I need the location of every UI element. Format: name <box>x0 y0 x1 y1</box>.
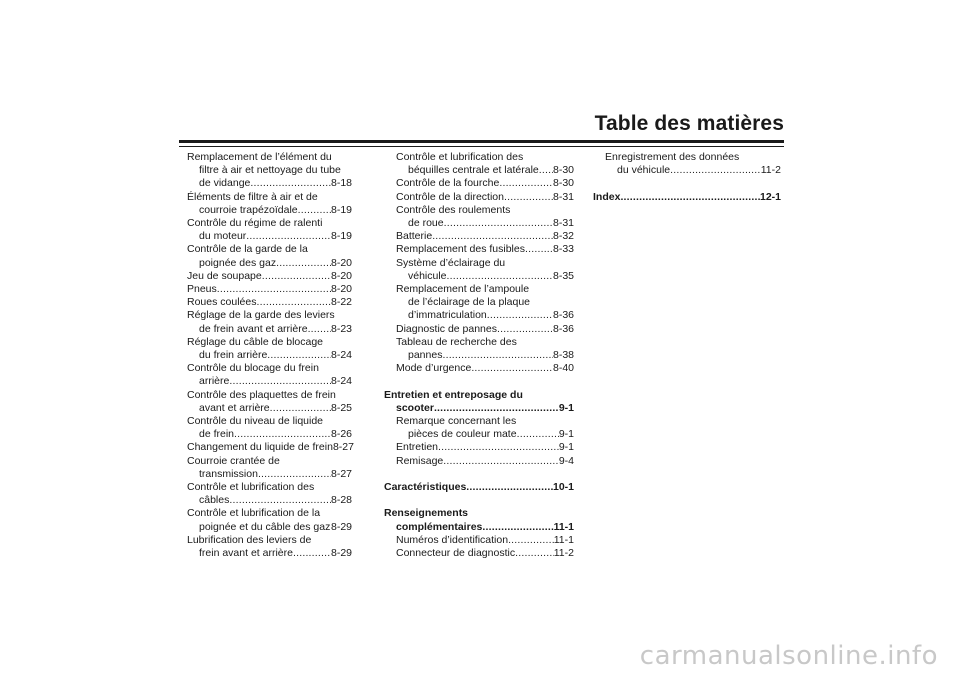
toc-entry[interactable] <box>384 441 574 454</box>
toc-entry-title: arrière <box>199 375 230 388</box>
toc-page-number: 8-28 <box>330 494 352 507</box>
toc-page-number: 8-19 <box>330 230 352 243</box>
toc-entry-title: poignée des gaz <box>199 256 277 269</box>
toc-entry-leader-line <box>187 204 352 217</box>
toc-page-number: 8-36 <box>552 309 574 322</box>
toc-entry-leader-line <box>384 164 574 177</box>
toc-entry-leader-line <box>187 296 352 309</box>
toc-entry-line: Réglage du câble de blocage <box>187 335 324 348</box>
toc-entry-leader-line <box>396 455 574 468</box>
toc-entry[interactable] <box>384 362 574 375</box>
toc-entry-leader-line <box>396 441 574 454</box>
toc-entry-title: Roues coulées <box>187 296 257 309</box>
toc-entry-line: Contrôle de la garde de la <box>187 243 308 256</box>
dot-leader <box>256 296 331 309</box>
dot-leader <box>504 191 553 204</box>
toc-section-entry[interactable] <box>384 389 574 415</box>
toc-entry[interactable] <box>384 336 574 362</box>
toc-page-number: 8-35 <box>552 269 574 282</box>
toc-page-number: 8-24 <box>330 375 352 388</box>
toc-entry-title: transmission <box>199 467 258 480</box>
toc-gap <box>384 375 574 388</box>
toc-page-number: 8-22 <box>330 296 352 309</box>
toc-entry-title: Batterie <box>396 230 433 243</box>
toc-entry-line: Éléments de filtre à air et de <box>187 190 318 203</box>
watermark: carmanualsonline.info <box>639 641 938 671</box>
toc-entry[interactable] <box>384 151 574 177</box>
toc-entry[interactable] <box>384 243 574 256</box>
toc-entry-leader-line <box>187 283 352 296</box>
toc-gap <box>593 177 781 190</box>
toc-entry-line: Renseignements <box>384 507 469 520</box>
toc-entry-leader-line <box>384 402 574 415</box>
toc-entry-line: Contrôle et lubrification des <box>187 481 315 494</box>
toc-entry-line: Remplacement de l’ampoule <box>396 283 530 296</box>
toc-page-number: 8-20 <box>330 269 352 282</box>
toc-page-number: 11-1 <box>553 533 574 546</box>
dot-leader <box>497 323 553 336</box>
toc-entry-title: du frein arrière <box>199 349 268 362</box>
toc-entry-leader-line <box>396 191 574 204</box>
toc-page-number: 8-33 <box>552 243 574 256</box>
toc-entry[interactable] <box>187 507 352 533</box>
dot-leader <box>471 362 553 375</box>
toc-entry[interactable] <box>187 389 352 415</box>
dot-leader <box>432 230 553 243</box>
toc-entry[interactable] <box>187 481 352 507</box>
toc-entry-title: Entretien <box>396 441 439 454</box>
header-rule-thin <box>179 146 784 147</box>
toc-entry-title: câbles <box>199 494 230 507</box>
toc-gap <box>384 468 574 481</box>
dot-leader <box>250 177 331 190</box>
toc-entry-title: Index <box>593 190 621 203</box>
toc-page-number: 12-1 <box>759 190 781 203</box>
toc-page-number: 8-31 <box>552 217 574 230</box>
toc-page-number: 8-30 <box>552 177 574 190</box>
toc-entry-title: de frein avant et arrière <box>199 322 308 335</box>
toc-page-number: 11-2 <box>553 547 574 560</box>
toc-entry[interactable] <box>384 455 574 468</box>
toc-entry[interactable] <box>187 217 352 243</box>
toc-page-number: 10-1 <box>552 481 574 494</box>
toc-entry-leader-line <box>384 349 574 362</box>
toc-entry[interactable] <box>187 191 352 217</box>
toc-page-number: 9-1 <box>558 441 574 454</box>
dot-leader <box>229 494 331 507</box>
toc-entry-leader-line <box>396 230 574 243</box>
toc-entry-title: Jeu de soupape <box>187 269 262 282</box>
toc-entry-title: Numéros d’identification <box>396 533 509 546</box>
toc-page-number: 9-1 <box>558 428 574 441</box>
toc-page-number: 8-19 <box>330 203 352 216</box>
toc-section-entry[interactable] <box>593 191 781 204</box>
dot-leader <box>487 309 553 322</box>
toc-entry[interactable] <box>384 283 574 323</box>
toc-entry-line: Contrôle des plaquettes de frein <box>187 388 336 401</box>
toc-entry-title: Remplacement des fusibles <box>396 243 525 256</box>
toc-entry-leader-line <box>384 270 574 283</box>
toc-entry-leader-line <box>187 177 352 190</box>
toc-entry[interactable] <box>187 415 352 441</box>
toc-entry-leader-line <box>593 191 781 204</box>
toc-entry[interactable] <box>187 441 352 454</box>
dot-leader <box>443 455 559 468</box>
dot-leader <box>229 375 331 388</box>
toc-page-number: 8-26 <box>330 428 352 441</box>
toc-entry-line: Contrôle des roulements <box>396 203 511 216</box>
toc-entry[interactable] <box>187 336 352 362</box>
dot-leader <box>517 428 559 441</box>
dot-leader <box>293 547 331 560</box>
toc-entry-leader-line <box>187 547 352 560</box>
toc-section-entry[interactable] <box>384 507 574 533</box>
toc-page-number: 8-31 <box>552 190 574 203</box>
toc-entry-line: Contrôle du blocage du frein <box>187 362 319 375</box>
dot-leader <box>246 230 331 243</box>
toc-entry-line: Contrôle du régime de ralenti <box>187 217 323 230</box>
toc-entry[interactable] <box>187 309 352 335</box>
toc-entry[interactable] <box>187 362 352 388</box>
toc-page-number: 8-25 <box>330 401 352 414</box>
dot-leader <box>298 204 331 217</box>
toc-entry-leader-line <box>187 323 352 336</box>
toc-entry-line: Courroie crantée de <box>187 454 280 467</box>
toc-entry-title: de roue <box>408 217 444 230</box>
dot-leader <box>466 481 553 494</box>
toc-entry-title: Contrôle de la direction <box>396 190 504 203</box>
toc-entry-leader-line <box>187 428 352 441</box>
toc-entry[interactable] <box>384 230 574 243</box>
toc-page-number: 8-38 <box>552 349 574 362</box>
toc-page-number: 8-36 <box>552 322 574 335</box>
toc-entry[interactable] <box>187 270 352 283</box>
toc-entry-line: Système d’éclairage du <box>396 256 506 269</box>
toc-section-entry[interactable] <box>384 481 574 494</box>
toc-entry-line: Remplacement de l’élément du <box>187 151 332 163</box>
toc-page-number: 8-29 <box>330 547 352 560</box>
toc-entry-leader-line <box>384 521 574 534</box>
toc-entry-leader-line <box>384 217 574 230</box>
toc-page-number: 9-4 <box>558 454 574 467</box>
toc-entry-leader-line <box>187 349 352 362</box>
dot-leader <box>438 441 559 454</box>
toc-entry-line: de l’éclairage de la plaque <box>408 296 531 309</box>
toc-entry[interactable] <box>384 534 574 547</box>
dot-leader <box>276 257 331 270</box>
toc-page-number: 8-27 <box>332 441 354 454</box>
toc-entry-title: pannes <box>408 349 443 362</box>
toc-entry-leader-line <box>187 230 352 243</box>
toc-page-number: 8-18 <box>330 177 352 190</box>
dot-leader <box>308 323 331 336</box>
toc-entry[interactable] <box>187 243 352 269</box>
toc-entry-leader-line <box>384 481 574 494</box>
toc-entry-leader-line <box>187 257 352 270</box>
toc-entry[interactable] <box>384 204 574 230</box>
toc-entry-title: Changement du liquide de frein <box>187 441 333 454</box>
toc-page-number: 8-23 <box>330 322 352 335</box>
toc-entry-leader-line <box>187 468 352 481</box>
toc-entry-line: Entretien et entreposage du <box>384 388 523 401</box>
toc-page-number: 8-30 <box>552 164 574 177</box>
toc-entry-leader-line <box>187 441 352 454</box>
toc-entry-line: filtre à air et nettoyage du tube <box>199 164 341 177</box>
toc-column-1 <box>187 151 352 560</box>
dot-leader <box>434 402 559 415</box>
dot-leader <box>515 547 554 560</box>
toc-entry-leader-line <box>187 521 352 534</box>
toc-entry-title: d’immatriculation <box>408 309 487 322</box>
toc-entry[interactable] <box>384 191 574 204</box>
toc-entry-leader-line <box>187 494 352 507</box>
dot-leader <box>508 534 554 547</box>
dot-leader <box>444 217 553 230</box>
toc-page-number: 8-24 <box>330 349 352 362</box>
toc-entry-leader-line <box>187 402 352 415</box>
toc-page-number: 11-2 <box>760 164 781 177</box>
toc-page-number: 9-1 <box>558 401 574 414</box>
toc-entry-line: Réglage de la garde des leviers <box>187 309 335 322</box>
toc-entry-title: poignée et du câble des gaz <box>199 520 331 533</box>
toc-entry-line: Contrôle du niveau de liquide <box>187 415 324 428</box>
dot-leader <box>267 349 331 362</box>
toc-entry-title: Connecteur de diagnostic <box>396 547 516 560</box>
toc-entry[interactable] <box>187 455 352 481</box>
toc-entry-line: Contrôle et lubrification de la <box>187 507 321 520</box>
toc-entry[interactable] <box>593 151 781 177</box>
toc-entry-leader-line <box>396 547 574 560</box>
toc-page-number: 8-32 <box>552 230 574 243</box>
dot-leader <box>482 521 553 534</box>
dot-leader <box>525 243 553 256</box>
toc-entry-title: de vidange <box>199 177 251 190</box>
toc-entry-line: Enregistrement des données <box>605 151 740 163</box>
toc-entry-leader-line <box>396 243 574 256</box>
toc-page-number: 8-20 <box>330 256 352 269</box>
toc-entry-title: Contrôle de la fourche <box>396 177 500 190</box>
toc-column-2 <box>384 151 574 560</box>
toc-entry[interactable] <box>384 257 574 283</box>
toc-entry[interactable] <box>187 534 352 560</box>
toc-entry-title: Mode d’urgence <box>396 362 472 375</box>
dot-leader <box>447 270 553 283</box>
toc-entry-title: Caractéristiques <box>384 481 467 494</box>
toc-entry[interactable] <box>187 151 352 191</box>
toc-entry-title: Pneus <box>187 283 217 296</box>
toc-entry-line: Contrôle et lubrification des <box>396 151 524 163</box>
toc-entry-title: du véhicule <box>617 164 671 177</box>
dot-leader <box>270 402 331 415</box>
header-rule-thick <box>179 140 784 143</box>
dot-leader <box>258 468 331 481</box>
toc-page-number: 11-1 <box>553 520 574 533</box>
toc-entry-title: scooter <box>396 401 434 414</box>
toc-entry-line: Lubrification des leviers de <box>187 533 312 546</box>
toc-entry-leader-line <box>396 177 574 190</box>
toc-entry-title: pièces de couleur mate <box>408 428 517 441</box>
toc-entry[interactable] <box>187 283 352 296</box>
toc-entry[interactable] <box>384 547 574 560</box>
dot-leader <box>262 270 331 283</box>
toc-entry-title: frein avant et arrière <box>199 547 293 560</box>
dot-leader <box>499 177 553 190</box>
toc-entry-line: Tableau de recherche des <box>396 335 517 348</box>
toc-entry[interactable] <box>384 323 574 336</box>
toc-entry-leader-line <box>384 309 574 322</box>
dot-leader <box>620 191 760 204</box>
toc-entry-title: Remisage <box>396 454 444 467</box>
toc-entry-title: Diagnostic de pannes <box>396 322 497 335</box>
toc-entry-title: béquilles centrale et latérale <box>408 164 539 177</box>
dot-leader <box>442 349 553 362</box>
toc-page-number: 8-40 <box>552 362 574 375</box>
toc-entry-leader-line <box>593 164 781 177</box>
toc-entry-title: complémentaires <box>396 520 483 533</box>
toc-entry-title: véhicule <box>408 269 447 282</box>
toc-entry-leader-line <box>187 375 352 388</box>
toc-entry-leader-line <box>384 428 574 441</box>
toc-entry[interactable] <box>384 415 574 441</box>
toc-entry[interactable] <box>187 296 352 309</box>
toc-entry-leader-line <box>396 323 574 336</box>
toc-page-number: 8-27 <box>330 467 352 480</box>
toc-page-number: 8-20 <box>330 283 352 296</box>
toc-entry-line: Remarque concernant les <box>396 415 517 428</box>
dot-leader <box>670 164 761 177</box>
dot-leader <box>217 283 331 296</box>
toc-page-number: 8-29 <box>330 520 352 533</box>
toc-entry-leader-line <box>396 534 574 547</box>
toc-gap <box>384 494 574 507</box>
toc-entry-title: courroie trapézoïdale <box>199 203 298 216</box>
dot-leader <box>234 428 331 441</box>
page-title: Table des matières <box>594 112 784 135</box>
toc-entry-leader-line <box>396 362 574 375</box>
toc-entry[interactable] <box>384 177 574 190</box>
toc-column-3 <box>593 151 781 204</box>
toc-entry-title: du moteur <box>199 230 247 243</box>
toc-entry-title: de frein <box>199 428 235 441</box>
dot-leader <box>539 164 553 177</box>
toc-entry-leader-line <box>187 270 352 283</box>
toc-entry-title: avant et arrière <box>199 401 270 414</box>
